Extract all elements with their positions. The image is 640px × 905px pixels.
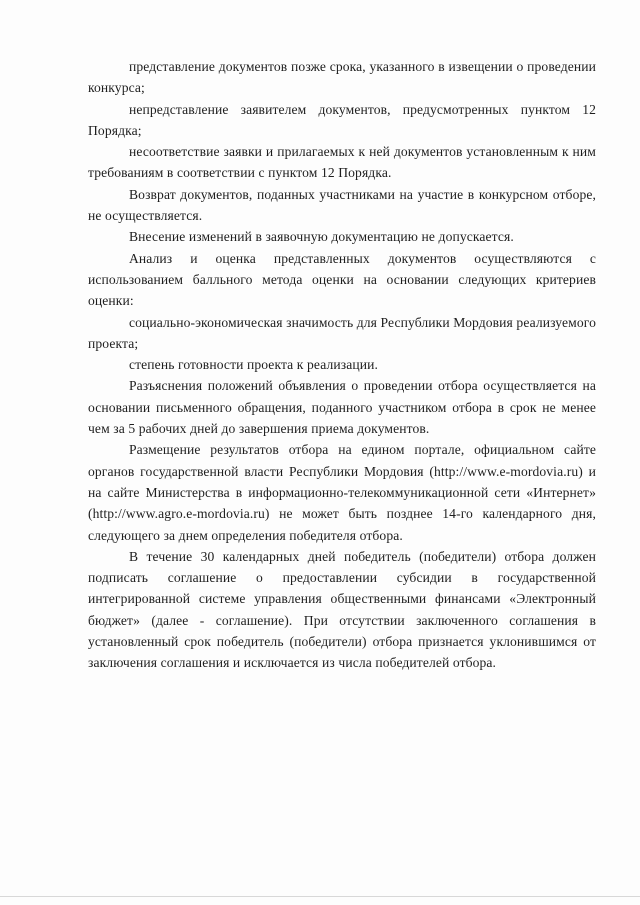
paragraph-clarifications: Разъяснения положений объявления о проведении отбора осуществляется на основании письменного обращения, поданного участником отбора в срок не менее чем за 5 рабочих дней до завершения приема документов. [88, 378, 596, 437]
paragraph-late-submission: представление документов позже срока, указанного в извещении о проведении конкурса; [88, 59, 596, 96]
paragraph-noncompliance: несоответствие заявки и прилагаемых к ней документов установленным к ним требованиям в соответствии с пунктом 12 Порядка. [88, 144, 596, 181]
paragraph-results-publication: Размещение результатов отбора на едином портале, официальном сайте органов государственной власти Республики Мордовия (http://www.e-mordovia.ru) и на сайте Министерства в информационно-телекоммуникационной сети «Интернет» (http://www.agro.e-mordovia.ru) не может быть позднее 14-го календарного дня, следующего за днем определения победителя отбора. [88, 442, 596, 543]
paragraph-no-changes: Внесение изменений в заявочную документацию не допускается. [129, 229, 514, 245]
paragraph-criterion-significance: социально-экономическая значимость для Республики Мордовия реализуемого проекта; [88, 314, 596, 351]
paragraph-no-return: Возврат документов, поданных участниками на участие в конкурсном отборе, не осуществляется. [88, 186, 596, 224]
paragraph-criterion-readiness: степень готовности проекта к реализации. [129, 357, 378, 373]
paragraph-evaluation-method: Анализ и оценка представленных документов осуществляются с использованием балльного метода оценки на основании следующих критериев оценки: [88, 250, 596, 309]
document-body [88, 56, 596, 674]
page-bottom-edge [0, 896, 640, 897]
paragraph-agreement-signing: В течение 30 календарных дней победитель (победители) отбора должен подписать соглашение о предоставлении субсидии в государственной интегрированной системе управления общественными финансами «Электронный бюджет» (далее - соглашение). При отсутствии заключенного соглашения в установленный срок победитель (победители) отбора признается уклонившимся от заключения соглашения и исключается из числа победителей отбора. [88, 548, 596, 671]
paragraph-missing-documents: непредставление заявителем документов, предусмотренных пунктом 12 Порядка; [88, 101, 596, 138]
